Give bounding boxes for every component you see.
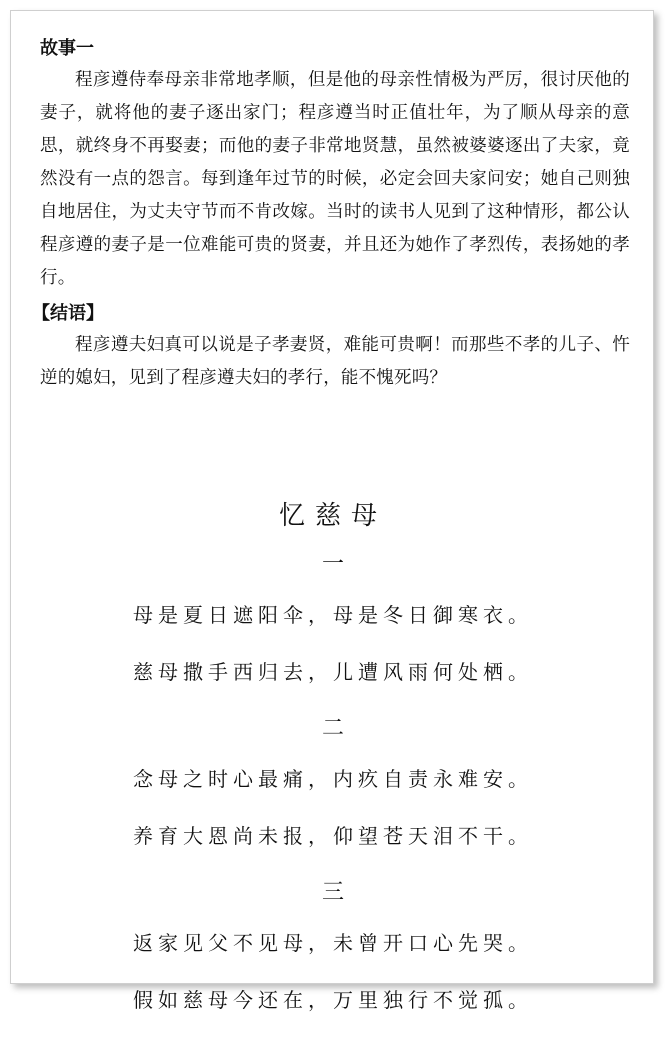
story-section — [32, 36, 630, 395]
poem-verse: 念母之时心最痛，内疚自责永难安。 — [133, 767, 533, 791]
poem-verse: 母是夏日遮阳伞，母是冬日御寒衣。 — [133, 603, 533, 627]
poem-verse: 假如慈母今还在，万里独行不觉孤。 — [133, 988, 533, 1012]
story-body: 程彦遵侍奉母亲非常地孝顺，但是他的母亲性情极为严厉，很讨厌他的妻子，就将他的妻子逐出家门；程彦遵当时正值壮年，为了顺从母亲的意思，就终身不再娶妻；而他的妻子非常地贤慧，虽然被婆婆逐出了夫家，竟然没有一点的怨言。每到逢年过节的时候，必定会回夫家问安；她自己则独自地居住，为丈夫守节而不肯改嫁。当时的读书人见到了这种情形，都公认程彦遵的妻子是一位难能可贵的贤妻，并且还为她作了孝烈传，表扬她的孝行。 — [40, 70, 630, 288]
poem-section — [0, 496, 666, 1042]
conclusion-title: 【结语】 — [32, 303, 104, 324]
poem-title: 忆慈母 — [278, 501, 387, 531]
story-title: 故事一 — [40, 38, 94, 59]
poem-section-number: 三 — [321, 880, 344, 905]
poem-verse: 养育大恩尚未报，仰望苍天泪不干。 — [133, 824, 533, 848]
poem-verse: 返家见父不见母，未曾开口心先哭。 — [133, 931, 533, 955]
poem-verse: 慈母撒手西归去，儿遭风雨何处栖。 — [133, 660, 533, 684]
conclusion-body: 程彦遵夫妇真可以说是子孝妻贤，难能可贵啊！而那些不孝的儿子、忤逆的媳妇，见到了程彦遵夫妇的孝行，能不愧死吗？ — [40, 335, 630, 388]
poem-section-number: 一 — [321, 552, 344, 577]
poem-section-number: 二 — [321, 716, 344, 741]
